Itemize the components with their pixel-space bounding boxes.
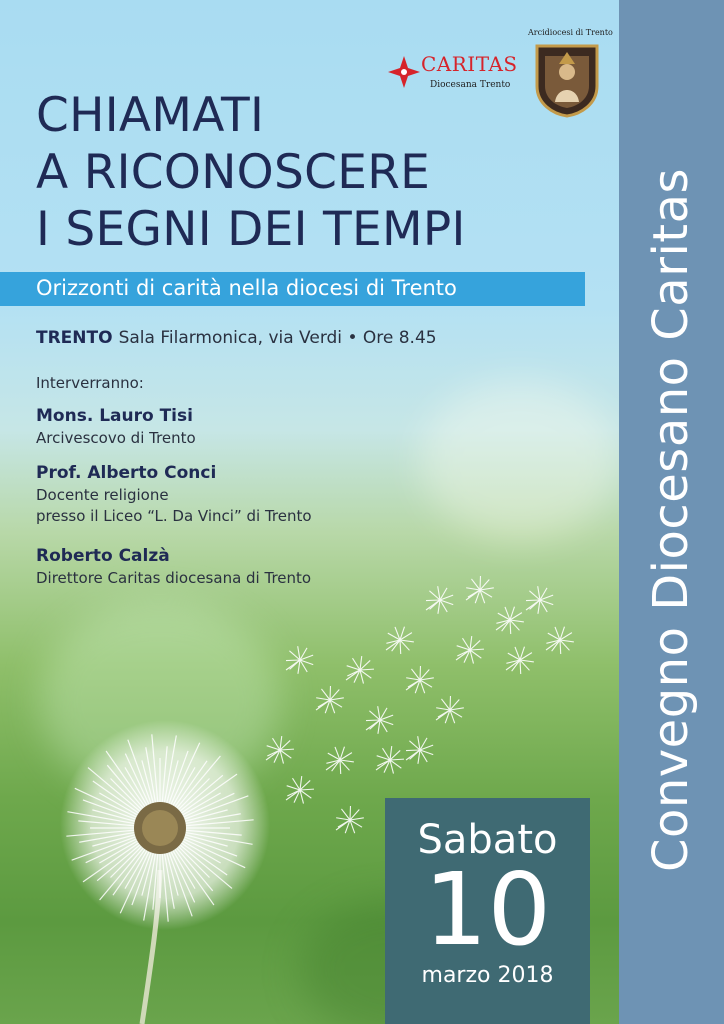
flying-seed (506, 647, 534, 674)
speakers-label: Interverranno: (36, 374, 144, 392)
speaker-role: presso il Liceo “L. Da Vinci” di Trento (36, 507, 312, 525)
date-day: Sabato (417, 817, 558, 863)
background-bokeh (420, 380, 620, 540)
flying-seed (386, 627, 414, 654)
venue-city: TRENTO (36, 328, 113, 348)
flying-seed (336, 806, 364, 833)
title-line: A RICONOSCERE (36, 145, 431, 200)
flying-seed (286, 646, 313, 674)
diocese-crest (529, 42, 605, 118)
poster-title (36, 87, 466, 258)
flying-seed (426, 586, 453, 614)
poster-subtitle: Orizzonti di carità nella diocesi di Trento (36, 276, 457, 300)
caritas-subtitle: Diocesana Trento (430, 80, 511, 90)
speaker-name: Prof. Alberto Conci (36, 463, 217, 483)
flying-seed (286, 776, 314, 803)
flying-seed (466, 576, 494, 603)
speaker-role: Arcivescovo di Trento (36, 429, 196, 447)
date-box (385, 798, 590, 1024)
flying-seed (366, 706, 393, 734)
flying-seed (436, 696, 464, 723)
speaker-block (36, 404, 196, 449)
caritas-name: CARITAS (421, 52, 518, 76)
event-name-vertical: Convegno Diocesano Caritas (643, 167, 699, 873)
flying-seed (406, 736, 433, 764)
venue-details: Sala Filarmonica, via Verdi • Ore 8.45 (118, 328, 437, 348)
speaker-role: Docente religione (36, 486, 169, 504)
speaker-role: Direttore Caritas diocesana di Trento (36, 569, 312, 587)
flying-seed (376, 746, 404, 773)
diocese-label: Arcidiocesi di Trento (528, 28, 613, 37)
flying-seed (346, 656, 374, 683)
flying-seed (496, 607, 524, 634)
flying-seed (316, 686, 344, 713)
title-line: CHIAMATI (36, 88, 265, 143)
speaker-block (36, 544, 311, 589)
flying-seed (406, 666, 434, 693)
title-line: I SEGNI DEI TEMPI (36, 202, 466, 257)
flying-seed (456, 636, 484, 663)
venue-line (36, 328, 437, 348)
flying-seed (326, 747, 354, 774)
speaker-name: Roberto Calzà (36, 546, 170, 566)
flying-seed (546, 627, 574, 654)
flying-seed (526, 586, 553, 614)
speaker-block (36, 461, 312, 527)
date-month-year: marzo 2018 (421, 963, 554, 988)
flying-seed (266, 736, 294, 763)
date-number: 10 (423, 851, 552, 968)
speaker-name: Mons. Lauro Tisi (36, 406, 193, 426)
